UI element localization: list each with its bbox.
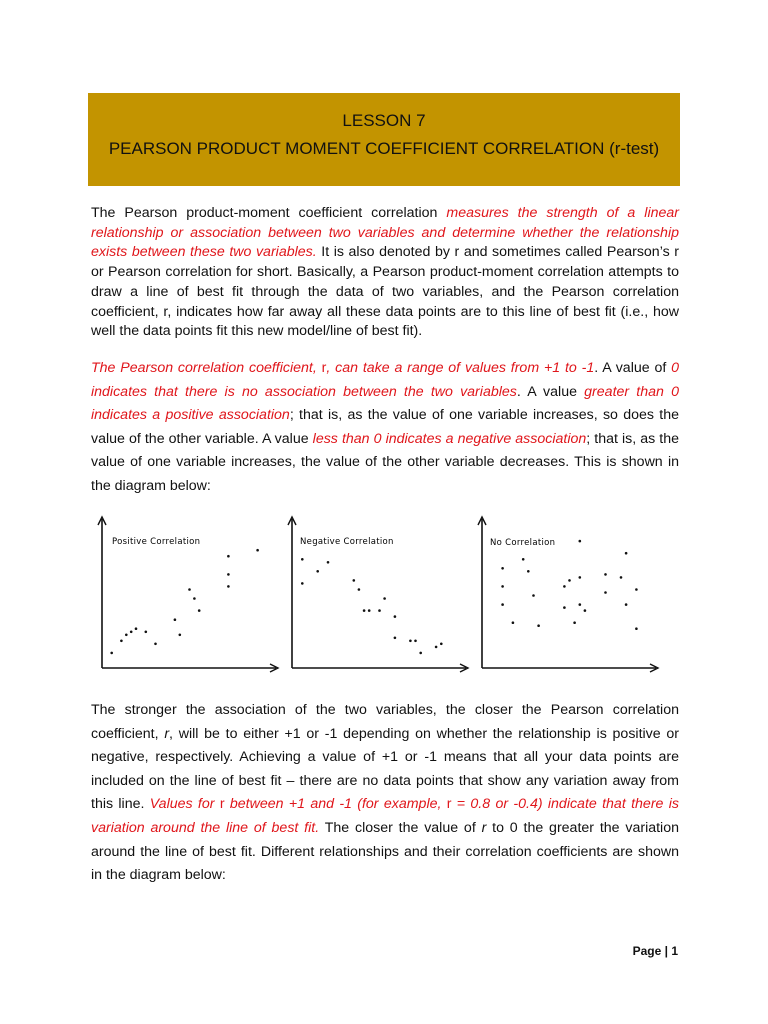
data-point <box>193 597 196 600</box>
data-point <box>301 558 304 561</box>
data-point <box>579 540 582 543</box>
data-point <box>256 549 259 552</box>
data-point <box>353 579 356 582</box>
data-point <box>135 627 138 630</box>
data-point <box>301 582 304 585</box>
data-point <box>532 594 535 597</box>
data-point <box>579 576 582 579</box>
data-point <box>604 591 607 594</box>
data-point <box>604 573 607 576</box>
data-point <box>414 640 417 643</box>
data-point <box>378 609 381 612</box>
data-point <box>227 555 230 558</box>
data-point <box>227 585 230 588</box>
data-point <box>368 609 371 612</box>
data-point <box>512 621 515 624</box>
plot-title: No Correlation <box>490 538 556 548</box>
no-correlation-plot <box>472 513 662 673</box>
highlight-definition: measures the strength of a linear relationship or association between two variables and determine whether the relationship exists between these two variables. <box>91 205 679 261</box>
data-point <box>316 570 319 573</box>
data-point <box>154 643 157 646</box>
data-point <box>440 643 443 646</box>
data-point <box>145 631 148 634</box>
data-point <box>130 631 133 634</box>
data-point <box>625 552 628 555</box>
page-number: Page | 1 <box>632 944 678 958</box>
data-point <box>620 576 623 579</box>
lesson-title: PEARSON PRODUCT MOMENT COEFFICIENT CORRELATION (r-test) <box>108 139 660 158</box>
data-point <box>120 640 123 643</box>
data-point <box>363 609 366 612</box>
data-point <box>635 627 638 630</box>
negative-correlation-plot <box>282 513 472 673</box>
data-point <box>584 609 587 612</box>
data-point <box>579 603 582 606</box>
data-point <box>501 585 504 588</box>
data-point <box>409 640 412 643</box>
data-point <box>537 624 540 627</box>
positive-correlation-plot <box>92 513 282 673</box>
data-point <box>174 618 177 621</box>
data-point <box>568 579 571 582</box>
paragraph-intro: The Pearson product-moment coefficient correlation measures the strength of a linear relationship or association between two variables and determine whether the relationship exists between these two variables. It is also denoted by r and sometimes called Pearson’s r or Pearson correlation for short. Basically, a Pearson product-moment correlation attempts to draw a line of best fit through the data of two variables, and the Pearson correlation coefficient, r, indicates how far away all these data points are to this line of best fit (i.e., how well the data points fit this new model/line of best fit). <box>91 205 679 340</box>
data-point <box>198 609 201 612</box>
data-point <box>501 567 504 570</box>
data-point <box>110 652 113 655</box>
data-point <box>419 652 422 655</box>
data-point <box>563 606 566 609</box>
data-point <box>394 615 397 618</box>
data-point <box>573 621 576 624</box>
data-point <box>522 558 525 561</box>
data-point <box>358 588 361 591</box>
data-point <box>501 603 504 606</box>
plot-title: Positive Correlation <box>112 537 201 547</box>
data-point <box>527 570 530 573</box>
data-point <box>179 634 182 637</box>
data-point <box>635 588 638 591</box>
lesson-number: LESSON 7 <box>342 111 426 130</box>
data-point <box>625 603 628 606</box>
plot-title: Negative Correlation <box>300 537 394 547</box>
data-point <box>435 646 438 649</box>
data-point <box>394 637 397 640</box>
data-point <box>188 588 191 591</box>
data-point <box>383 597 386 600</box>
lesson-banner <box>88 93 680 186</box>
paragraph-strength: The stronger the association of the two variables, the closer the Pearson correlation coefficient, r, will be to either +1 or -1 depending on whether the relationship is positive or negative, respectively. Achieving a value of +1 or -1 means that all your data points are included on the line of best fit – there are no data points that show any variation away from this line. Values for r between +1 and -1 (for example, r = 0.8 or -0.4) indicate that there is variation around the line of best fit. The closer the value of r to 0 the greater the variation around the line of best fit. Different relationships and their correlation coefficients are shown in the diagram below: <box>91 702 679 884</box>
data-point <box>563 585 566 588</box>
data-point <box>125 634 128 637</box>
data-point <box>227 573 230 576</box>
data-point <box>327 561 330 564</box>
paragraph-range: The Pearson correlation coefficient, r, can take a range of values from +1 to -1. A value of 0 indicates that there is no association between the two variables. A value greater than 0 indicates a positive association; that is, as the value of one variable increases, so does the value of the other variable. A value less than 0 indicates a negative association; that is, as the value of one variable increases, the value of the other variable decreases. This is shown in the diagram below: <box>91 360 679 494</box>
